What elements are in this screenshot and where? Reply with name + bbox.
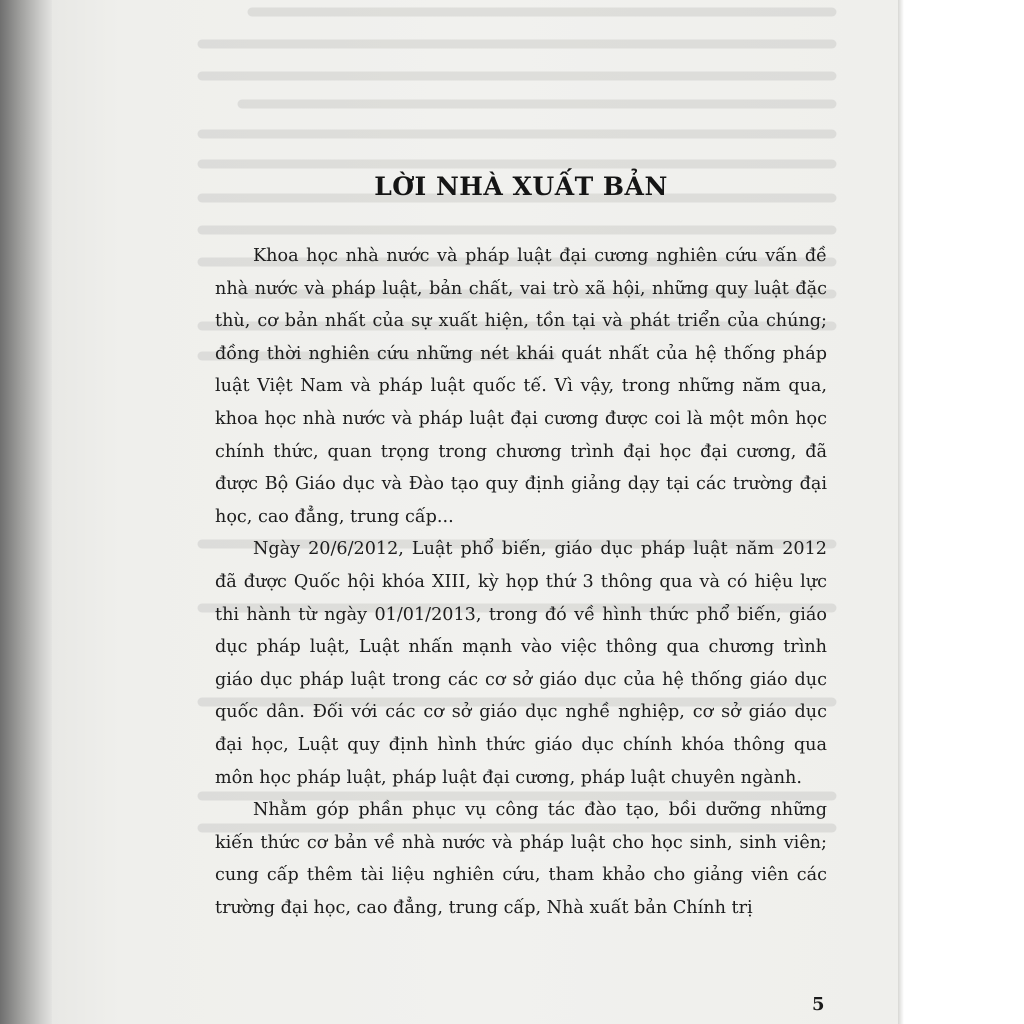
paragraph: Ngày 20/6/2012, Luật phổ biến, giáo dục pháp luật năm 2012 đã được Quốc hội khóa XIII, kỳ họp thứ 3 thông qua và có hiệu lực thi hành từ ngày 01/01/2013, trong đó về hình thức phổ biến, giáo dục pháp luật, Luật nhấn mạnh vào việc thông qua chương trình giáo dục pháp luật trong các cơ sở giáo dục của hệ thống giáo dục quốc dân. Đối với các cơ sở giáo dục nghề nghiệp, cơ sở giáo dục đại học, Luật quy định hình thức giáo dục chính khóa thông qua môn học pháp luật, pháp luật đại cương, pháp luật chuyên ngành. (215, 539, 827, 788)
page-number: 5 (812, 994, 825, 1015)
page-content (215, 0, 827, 1024)
page-title: LỜI NHÀ XUẤT BẢN (374, 172, 668, 201)
paragraph: Khoa học nhà nước và pháp luật đại cương nghiên cứu vấn đề nhà nước và pháp luật, bản chất, vai trò xã hội, những quy luật đặc thù, cơ bản nhất của sự xuất hiện, tồn tại và phát triển của chúng; đồng thời nghiên cứu những nét khái quát nhất của hệ thống pháp luật Việt Nam và pháp luật quốc tế. Vì vậy, trong những năm qua, khoa học nhà nước và pháp luật đại cương được coi là một môn học chính thức, quan trọng trong chương trình đại học đại cương, đã được Bộ Giáo dục và Đào tạo quy định giảng dạy tại các trường đại học, cao đẳng, trung cấp... (215, 246, 827, 527)
paragraph: Nhằm góp phần phục vụ công tác đào tạo, bồi dưỡng những kiến thức cơ bản về nhà nước và pháp luật cho học sinh, sinh viên; cung cấp thêm tài liệu nghiên cứu, tham khảo cho giảng viên các trường đại học, cao đẳng, trung cấp, Nhà xuất bản Chính trị (215, 800, 827, 918)
page-margin-background (898, 0, 1024, 1024)
book-spine-shadow (0, 0, 60, 1024)
body-text (215, 240, 827, 924)
